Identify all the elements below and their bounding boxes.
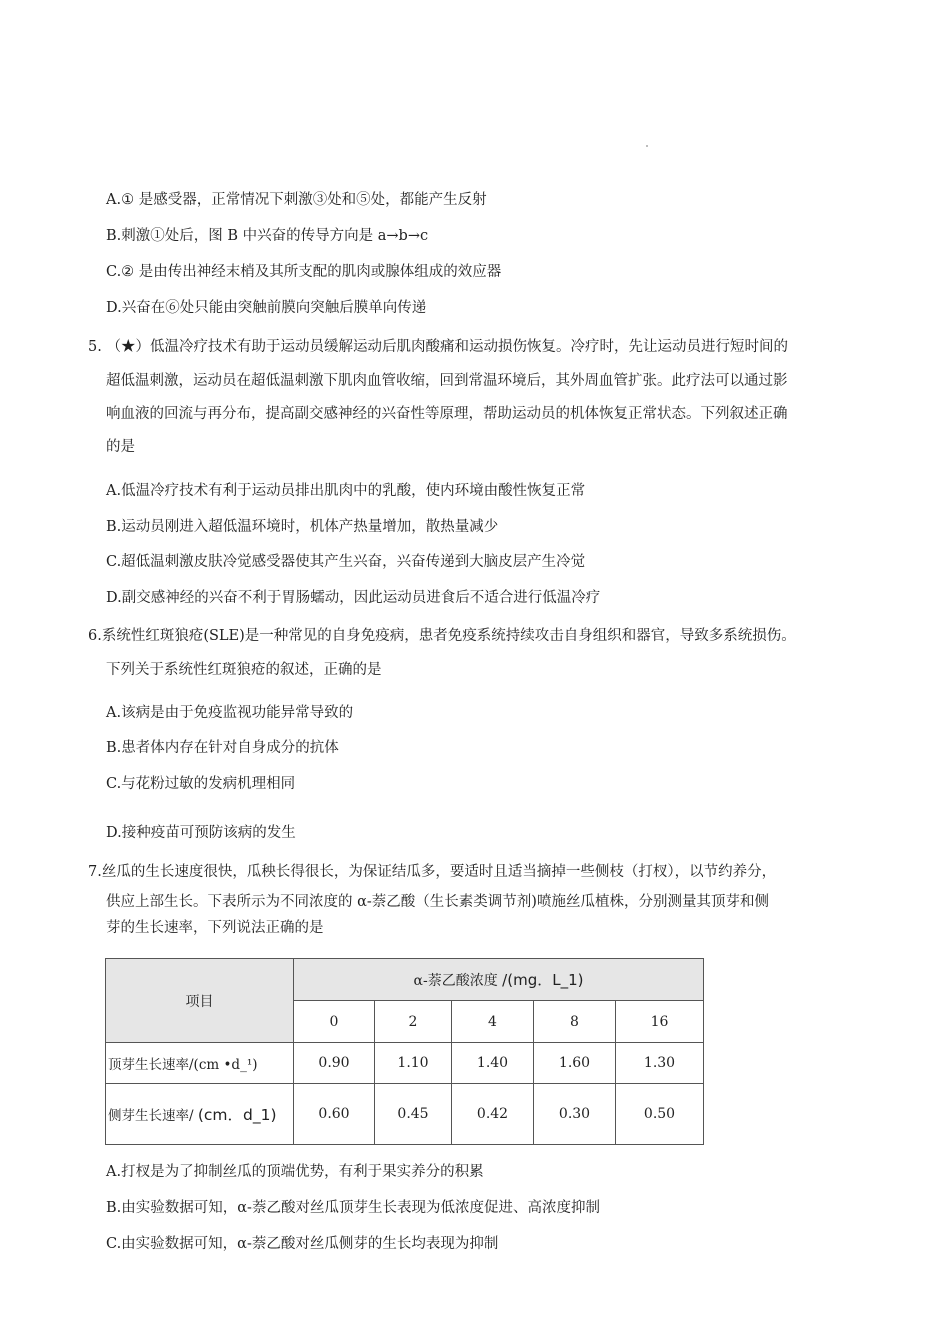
table-cell: 0.45 — [375, 1084, 452, 1145]
row-label-apical-bud: 顶芽生长速率/(cm •d_¹) — [106, 1043, 294, 1084]
concentration-unit: /(mg．L_1) — [502, 971, 584, 989]
q4-option-b: B.刺激①处后，图 B 中兴奋的传导方向是 a→b→c — [106, 228, 429, 244]
table-header-item: 项目 — [106, 959, 294, 1043]
concentration-label: α-萘乙酸浓度 — [413, 973, 498, 989]
table-row — [106, 1084, 704, 1145]
q7-stem-line-2: 供应上部生长。下表所示为不同浓度的 α-萘乙酸（生长素类调节剂)喷施丝瓜植株，分别测量其顶芽和侧 — [106, 894, 769, 910]
growth-rate-table — [105, 958, 704, 1145]
table-cell: 1.10 — [375, 1043, 452, 1084]
row-label-lateral-bud — [106, 1084, 294, 1145]
q5-option-a: A.低温冷疗技术有利于运动员排出肌肉中的乳酸，使内环境由酸性恢复正常 — [106, 483, 586, 499]
q5-option-b: B.运动员刚进入超低温环境时，机体产热量增加，散热量减少 — [106, 519, 499, 535]
q4-option-c: C.② 是由传出神经末梢及其所支配的肌肉或腺体组成的效应器 — [106, 264, 502, 280]
concentration-value: 2 — [375, 1001, 452, 1043]
q5-stem-line-1: 5. （★）低温冷疗技术有助于运动员缓解运动后肌肉酸痛和运动损伤恢复。冷疗时，先让运动员进行短时间的 — [88, 339, 788, 355]
q5-option-d: D.副交感神经的兴奋不利于胃肠蠕动，因此运动员进食后不适合进行低温冷疗 — [106, 590, 601, 606]
q5-stem-line-2: 超低温刺激，运动员在超低温刺激下肌肉血管收缩，回到常温环境后，其外周血管扩张。此疗法可以通过影 — [106, 373, 788, 389]
q7-stem-line-3: 芽的生长速率，下列说法正确的是 — [106, 920, 324, 936]
table-cell: 0.50 — [616, 1084, 704, 1145]
row-label-unit: (cm．d_1) — [197, 1106, 277, 1124]
q4-option-a: A.① 是感受器，正常情况下刺激③处和⑤处，都能产生反射 — [106, 192, 487, 208]
table-cell: 1.60 — [534, 1043, 616, 1084]
q6-stem-line-2: 下列关于系统性红斑狼疮的叙述，正确的是 — [106, 662, 382, 678]
concentration-value: 16 — [616, 1001, 704, 1043]
table-header-concentration — [294, 959, 704, 1001]
q5-option-c: C.超低温刺激皮肤冷觉感受器使其产生兴奋，兴奋传递到大脑皮层产生冷觉 — [106, 554, 586, 570]
concentration-value: 4 — [452, 1001, 534, 1043]
q7-stem-line-1: 7.丝瓜的生长速度很快，瓜秧长得很长，为保证结瓜多，要适时且适当摘掉一些侧枝（打杈），以节约养分， — [88, 864, 777, 880]
table-row — [106, 1043, 704, 1084]
concentration-value: 0 — [294, 1001, 375, 1043]
q5-stem-line-3: 响血液的回流与再分布，提高副交感神经的兴奋性等原理，帮助运动员的机体恢复正常状态。下列叙述正确 — [106, 406, 788, 422]
table-cell: 1.40 — [452, 1043, 534, 1084]
q6-option-c: C.与花粉过敏的发病机理相同 — [106, 776, 296, 792]
q7-option-b: B.由实验数据可知，α-萘乙酸对丝瓜顶芽生长表现为低浓度促进、高浓度抑制 — [106, 1200, 600, 1216]
q6-option-a: A.该病是由于免疫监视功能异常导致的 — [106, 705, 354, 721]
concentration-value: 8 — [534, 1001, 616, 1043]
q4-option-d: D.兴奋在⑥处只能由突触前膜向突触后膜单向传递 — [106, 300, 427, 316]
row-label-text: 侧芽生长速率/ — [108, 1108, 194, 1124]
table-cell: 0.30 — [534, 1084, 616, 1145]
table-cell: 1.30 — [616, 1043, 704, 1084]
q6-stem-line-1: 6.系统性红斑狼疮(SLE)是一种常见的自身免疫病，患者免疫系统持续攻击自身组织和器官，导致多系统损伤。 — [88, 628, 796, 644]
q7-option-a: A.打杈是为了抑制丝瓜的顶端优势，有利于果实养分的积累 — [106, 1164, 484, 1180]
table-cell: 0.42 — [452, 1084, 534, 1145]
table-cell: 0.60 — [294, 1084, 375, 1145]
scan-speck — [646, 145, 648, 147]
q6-option-d: D.接种疫苗可预防该病的发生 — [106, 825, 296, 841]
q5-stem-line-4: 的是 — [106, 439, 135, 455]
q6-option-b: B.患者体内存在针对自身成分的抗体 — [106, 740, 339, 756]
q7-option-c: C.由实验数据可知，α-萘乙酸对丝瓜侧芽的生长均表现为抑制 — [106, 1236, 499, 1252]
table-cell: 0.90 — [294, 1043, 375, 1084]
